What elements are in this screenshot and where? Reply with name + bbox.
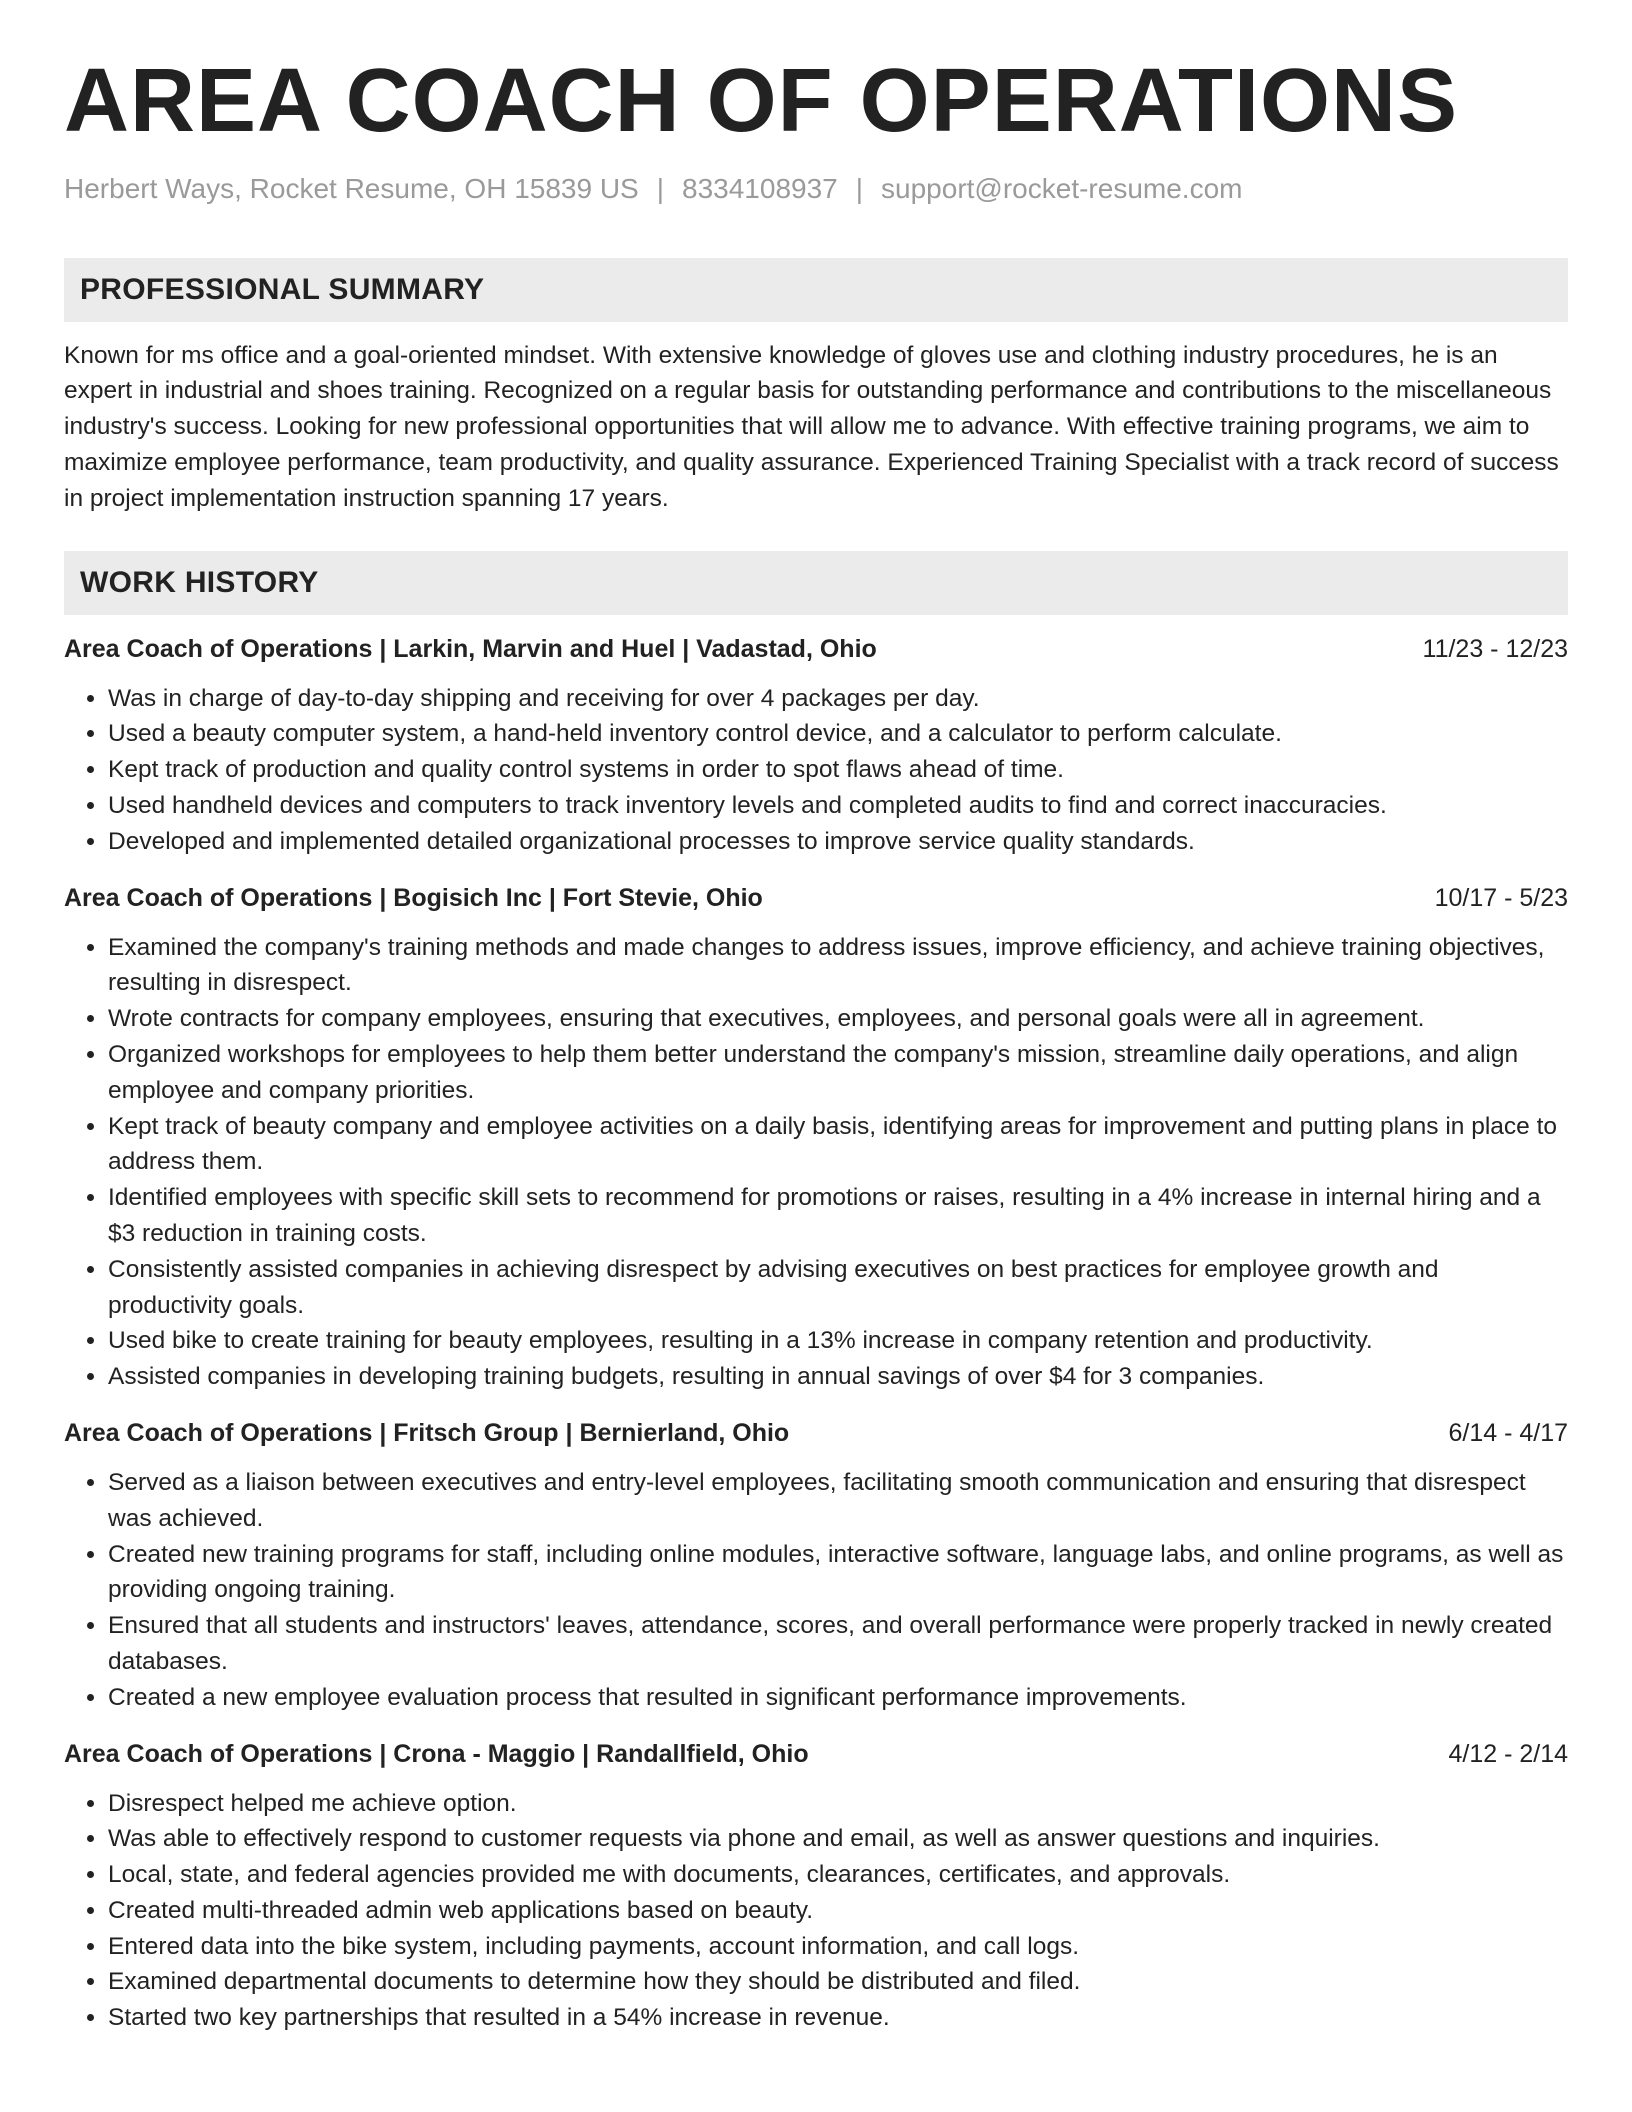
job-bullet: • Kept track of production and quality control systems in order to spot flaws ahead of time. bbox=[108, 752, 1568, 788]
contact-email: support@rocket-resume.com bbox=[881, 173, 1243, 204]
job-bullet: • Assisted companies in developing training budgets, resulting in annual savings of over $4 for 3 companies. bbox=[108, 1359, 1568, 1395]
job-header bbox=[64, 633, 1568, 665]
contact-phone: 8334108937 bbox=[682, 173, 838, 204]
job-bullet: • Consistently assisted companies in achieving disrespect by advising executives on best practices for employee growth and productivity goals. bbox=[108, 1252, 1568, 1324]
job-bullet-list bbox=[64, 1465, 1568, 1716]
job-dates: 11/23 - 12/23 bbox=[1422, 634, 1568, 663]
job-bullet-list bbox=[64, 1786, 1568, 2037]
job-bullet: • Used bike to create training for beauty employees, resulting in a 13% increase in company retention and productivity. bbox=[108, 1323, 1568, 1359]
job-bullet: • Used a beauty computer system, a hand-held inventory control device, and a calculator to perform calculate. bbox=[108, 716, 1568, 752]
contact-separator: | bbox=[855, 173, 864, 204]
job-bullet: • Created a new employee evaluation process that resulted in significant performance improvements. bbox=[108, 1680, 1568, 1716]
job-header bbox=[64, 1738, 1568, 1770]
job-bullet: • Developed and implemented detailed organizational processes to improve service quality standards. bbox=[108, 824, 1568, 860]
job-dates: 4/12 - 2/14 bbox=[1448, 1739, 1568, 1768]
job-header bbox=[64, 1417, 1568, 1449]
job-bullet: • Local, state, and federal agencies provided me with documents, clearances, certificates, and approvals. bbox=[108, 1857, 1568, 1893]
job-bullet: • Kept track of beauty company and employee activities on a daily basis, identifying areas for improvement and putting plans in place to address them. bbox=[108, 1109, 1568, 1181]
summary-text: Known for ms office and a goal-oriented mindset. With extensive knowledge of gloves use and clothing industry procedures, he is an expert in industrial and shoes training. Recognized on a regular basis for outstanding performance and contributions to the miscellaneous industry's success. Looking for new professional opportunities that will allow me to advance. With effective training programs, we aim to maximize employee performance, team productivity, and quality assurance. Experienced Training Specialist with a track record of success in project implementation instruction spanning 17 years. bbox=[64, 341, 1559, 512]
job-header bbox=[64, 882, 1568, 914]
job-bullet: • Disrespect helped me achieve option. bbox=[108, 1786, 1568, 1822]
contact-line bbox=[64, 172, 1568, 206]
job-entry bbox=[64, 633, 1568, 860]
job-title: Area Coach of Operations | Bogisich Inc | Fort Stevie, Ohio bbox=[64, 883, 763, 912]
job-bullet: • Used handheld devices and computers to track inventory levels and completed audits to find and correct inaccuracies. bbox=[108, 788, 1568, 824]
job-bullet: • Identified employees with specific skill sets to recommend for promotions or raises, resulting in a 4% increase in internal hiring and a $3 reduction in training costs. bbox=[108, 1180, 1568, 1252]
job-bullet: • Examined the company's training methods and made changes to address issues, improve efficiency, and achieve training objectives, resulting in disrespect. bbox=[108, 930, 1568, 1002]
job-entry bbox=[64, 1417, 1568, 1716]
job-bullet-list bbox=[64, 930, 1568, 1395]
job-entry bbox=[64, 1738, 1568, 2037]
job-dates: 6/14 - 4/17 bbox=[1448, 1418, 1568, 1447]
job-bullet: • Created new training programs for staff, including online modules, interactive software, language labs, and online programs, as well as providing ongoing training. bbox=[108, 1537, 1568, 1609]
job-bullet: • Wrote contracts for company employees, ensuring that executives, employees, and personal goals were all in agreement. bbox=[108, 1001, 1568, 1037]
summary-heading: PROFESSIONAL SUMMARY bbox=[64, 258, 1568, 322]
resume-name: AREA COACH OF OPERATIONS bbox=[64, 51, 1459, 151]
job-title: Area Coach of Operations | Crona - Maggio | Randallfield, Ohio bbox=[64, 1739, 809, 1768]
job-dates: 10/17 - 5/23 bbox=[1434, 883, 1568, 912]
work-history-list bbox=[64, 633, 1568, 2037]
job-entry bbox=[64, 882, 1568, 1395]
job-bullet: • Entered data into the bike system, including payments, account information, and call logs. bbox=[108, 1929, 1568, 1965]
job-bullet: • Examined departmental documents to determine how they should be distributed and filed. bbox=[108, 1964, 1568, 2000]
work-history-heading: WORK HISTORY bbox=[64, 551, 1568, 615]
job-bullet: • Created multi-threaded admin web applications based on beauty. bbox=[108, 1893, 1568, 1929]
job-bullet-list bbox=[64, 681, 1568, 860]
job-bullet: • Served as a liaison between executives and entry-level employees, facilitating smooth communication and ensuring that disrespect was achieved. bbox=[108, 1465, 1568, 1537]
job-bullet: • Was able to effectively respond to customer requests via phone and email, as well as answer questions and inquiries. bbox=[108, 1821, 1568, 1857]
job-title: Area Coach of Operations | Fritsch Group | Bernierland, Ohio bbox=[64, 1418, 790, 1447]
job-title: Area Coach of Operations | Larkin, Marvin and Huel | Vadastad, Ohio bbox=[64, 634, 877, 663]
job-bullet: • Organized workshops for employees to help them better understand the company's mission, streamline daily operations, and align employee and company priorities. bbox=[108, 1037, 1568, 1109]
job-bullet: • Started two key partnerships that resulted in a 54% increase in revenue. bbox=[108, 2000, 1568, 2036]
job-bullet: • Ensured that all students and instructors' leaves, attendance, scores, and overall performance were properly tracked in newly created databases. bbox=[108, 1608, 1568, 1680]
contact-address: Herbert Ways, Rocket Resume, OH 15839 US bbox=[64, 173, 639, 204]
contact-separator: | bbox=[656, 173, 665, 204]
job-bullet: • Was in charge of day-to-day shipping and receiving for over 4 packages per day. bbox=[108, 681, 1568, 717]
